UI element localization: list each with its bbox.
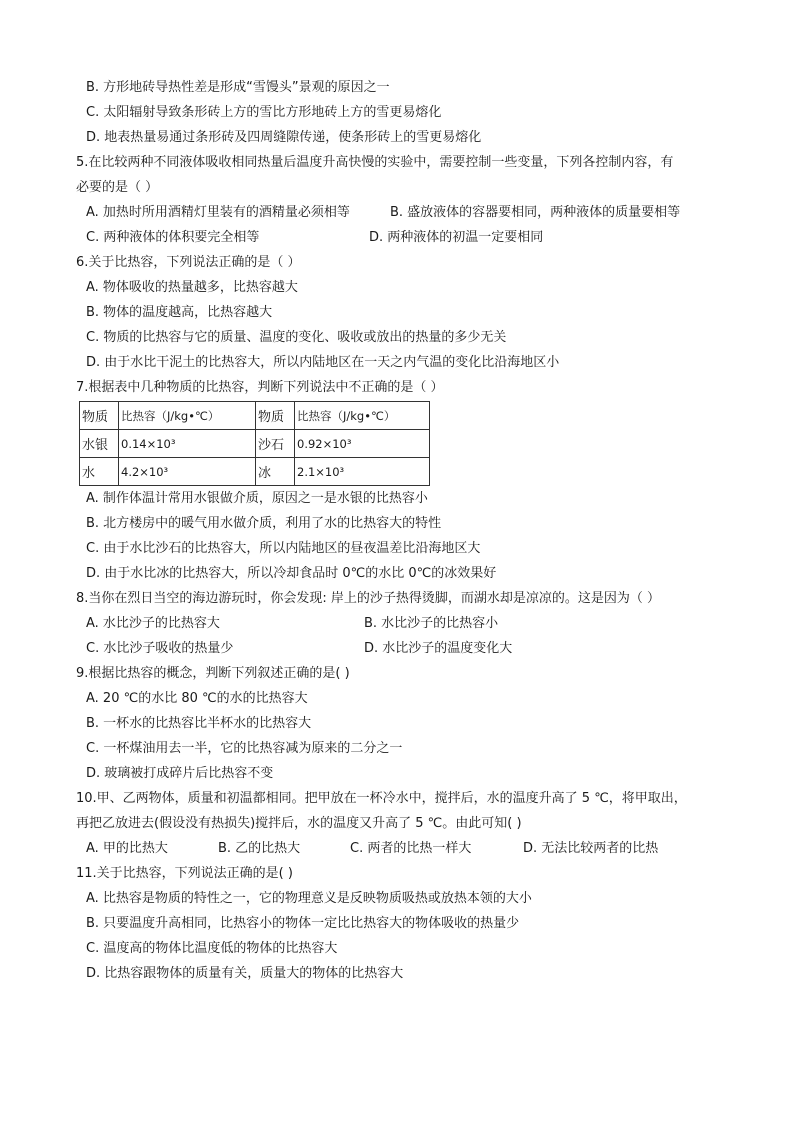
table-cell: 水 <box>80 458 119 486</box>
q6-option-a: A. 物体吸收的热量越多，比热容越大 <box>86 280 298 295</box>
q10-option-d: D. 无法比较两者的比热 <box>523 841 659 856</box>
table-header-cell: 物质 <box>256 402 295 430</box>
table-row <box>80 458 430 486</box>
table-cell: 冰 <box>256 458 295 486</box>
q4-option-b: B. 方形地砖导热性差是形成“雪馒头”景观的原因之一 <box>86 80 390 95</box>
q7-option-a: A. 制作体温计常用水银做介质，原因之一是水银的比热容小 <box>86 491 428 506</box>
table-cell: 沙石 <box>256 430 295 458</box>
q10-stem-line1: 10.甲、乙两物体，质量和初温都相同。把甲放在一杯冷水中，搅拌后，水的温度升高了 5 ℃，将甲取出， <box>76 791 687 806</box>
q7-option-b: B. 北方楼房中的暖气用水做介质，利用了水的比热容大的特性 <box>86 516 442 531</box>
q6-option-c: C. 物质的比热容与它的质量、温度的变化、吸收或放出的热量的多少无关 <box>86 330 507 345</box>
q9-option-b: B. 一杯水的比热容比半杯水的比热容大 <box>86 716 312 731</box>
q9-option-d: D. 玻璃被打成碎片后比热容不变 <box>86 766 274 781</box>
q6-stem: 6.关于比热容，下列说法正确的是（ ） <box>76 255 301 270</box>
q5-option-d: D. 两种液体的初温一定要相同 <box>369 230 544 245</box>
q9-stem: 9.根据比热容的概念，判断下列叙述正确的是( ) <box>76 666 350 681</box>
q10-option-b: B. 乙的比热大 <box>218 841 301 856</box>
q10-stem-line2: 再把乙放进去(假设没有热损失)搅拌后，水的温度又升高了 5 ℃。由此可知( ) <box>76 816 522 831</box>
q8-option-c: C. 水比沙子吸收的热量少 <box>86 641 234 656</box>
q7-option-c: C. 由于水比沙石的比热容大，所以内陆地区的昼夜温差比沿海地区大 <box>86 541 481 556</box>
q9-option-a: A. 20 ℃的水比 80 ℃的水的比热容大 <box>86 691 308 706</box>
table-cell: 2.1×10³ <box>295 458 430 486</box>
table-cell: 0.92×10³ <box>295 430 430 458</box>
q5-option-b: B. 盛放液体的容器要相同，两种液体的质量要相等 <box>390 205 681 220</box>
q11-option-b: B. 只要温度升高相同，比热容小的物体一定比比热容大的物体吸收的热量少 <box>86 916 520 931</box>
q8-option-d: D. 水比沙子的温度变化大 <box>364 641 513 656</box>
q11-stem: 11.关于比热容，下列说法正确的是( ) <box>76 866 293 881</box>
q11-option-c: C. 温度高的物体比温度低的物体的比热容大 <box>86 941 338 956</box>
table-row <box>80 430 430 458</box>
q8-option-a: A. 水比沙子的比热容大 <box>86 616 220 631</box>
q10-option-c: C. 两者的比热一样大 <box>350 841 472 856</box>
table-cell: 4.2×10³ <box>119 458 256 486</box>
q4-option-d: D. 地表热量易通过条形砖及四周缝隙传递，使条形砖上的雪更易熔化 <box>86 130 482 145</box>
table-header-cell: 比热容（J/kg•℃） <box>295 402 430 430</box>
q7-stem: 7.根据表中几种物质的比热容，判断下列说法中不正确的是（ ） <box>76 380 444 395</box>
q6-option-b: B. 物体的温度越高，比热容越大 <box>86 305 273 320</box>
q7-option-d: D. 由于水比冰的比热容大，所以冷却食品时 0℃的水比 0℃的冰效果好 <box>86 566 497 581</box>
q5-stem-line1: 5.在比较两种不同液体吸收相同热量后温度升高快慢的实验中，需要控制一些变量，下列各控制内容，有 <box>76 155 674 170</box>
table-header-row <box>80 402 430 430</box>
q5-option-a: A. 加热时所用酒精灯里装有的酒精量必须相等 <box>86 205 350 220</box>
table-header-cell: 物质 <box>80 402 119 430</box>
q5-option-c: C. 两种液体的体积要完全相等 <box>86 230 260 245</box>
table-cell: 0.14×10³ <box>119 430 256 458</box>
q9-option-c: C. 一杯煤油用去一半，它的比热容减为原来的二分之一 <box>86 741 403 756</box>
q6-option-d: D. 由于水比干泥土的比热容大，所以内陆地区在一天之内气温的变化比沿海地区小 <box>86 355 560 370</box>
q10-option-a: A. 甲的比热大 <box>86 841 168 856</box>
q5-stem-line2: 必要的是（ ） <box>76 180 159 195</box>
specific-heat-table <box>79 401 430 486</box>
table-header-cell: 比热容（J/kg•℃） <box>119 402 256 430</box>
q11-option-d: D. 比热容跟物体的质量有关，质量大的物体的比热容大 <box>86 966 404 981</box>
table-cell: 水银 <box>80 430 119 458</box>
q4-option-c: C. 太阳辐射导致条形砖上方的雪比方形地砖上方的雪更易熔化 <box>86 105 442 120</box>
q11-option-a: A. 比热容是物质的特性之一，它的物理意义是反映物质吸热或放热本领的大小 <box>86 891 532 906</box>
q8-option-b: B. 水比沙子的比热容小 <box>364 616 499 631</box>
q8-stem: 8.当你在烈日当空的海边游玩时，你会发现: 岸上的沙子热得烫脚，而湖水却是凉凉的。这是因为（ ） <box>76 591 661 606</box>
